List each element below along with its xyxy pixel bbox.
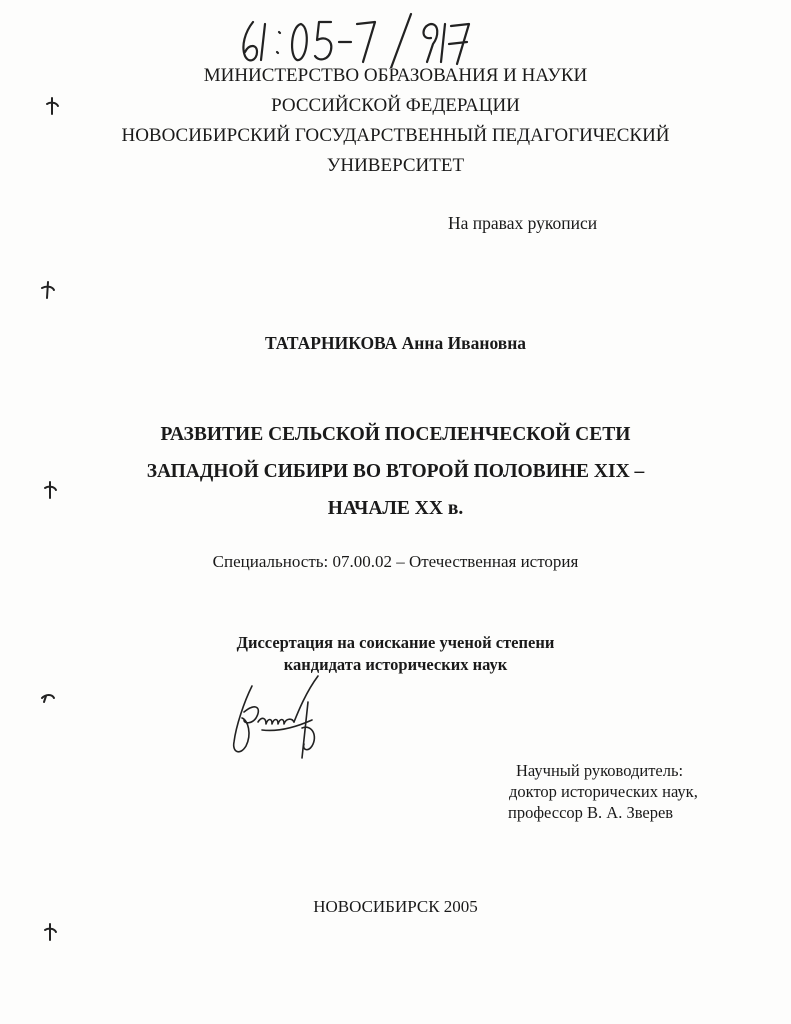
ministry-header [0, 61, 791, 181]
margin-mark-icon [40, 280, 56, 300]
ministry-line-2: РОССИЙСКОЙ ФЕДЕРАЦИИ [271, 95, 520, 116]
manuscript-note: На правах рукописи [448, 213, 598, 233]
advisor-label: Научный руководитель: [516, 761, 684, 780]
title-line-3: НАЧАЛЕ XX в. [327, 498, 464, 519]
city-year: НОВОСИБИРСК 2005 [313, 897, 478, 916]
ministry-line-1: МИНИСТЕРСТВО ОБРАЗОВАНИЯ И НАУКИ [203, 65, 588, 86]
margin-mark-icon [42, 480, 58, 500]
scientific-advisor [506, 760, 698, 823]
advisor-degree: доктор исторических наук, [509, 782, 698, 801]
degree-line-1: Диссертация на соискание ученой степени [236, 633, 555, 652]
university-line-2: УНИВЕРСИТЕТ [326, 155, 465, 176]
specialty: Специальность: 07.00.02 – Отечественная история [212, 552, 579, 571]
degree-statement [0, 632, 791, 676]
degree-line-2: кандидата исторических наук [283, 655, 508, 674]
library-stamp-handwriting [235, 10, 475, 68]
university-line-1: НОВОСИБИРСКИЙ ГОСУДАРСТВЕННЫЙ ПЕДАГОГИЧЕСКИЙ [121, 125, 670, 146]
title-line-2: ЗАПАДНОЙ СИБИРИ ВО ВТОРОЙ ПОЛОВИНЕ XIX – [146, 461, 645, 482]
advisor-name: профессор В. А. Зверев [508, 803, 674, 822]
author-signature [222, 672, 332, 764]
margin-mark-icon [42, 922, 58, 942]
title-line-1: РАЗВИТИЕ СЕЛЬСКОЙ ПОСЕЛЕНЧЕСКОЙ СЕТИ [160, 424, 631, 445]
margin-mark-icon [44, 96, 60, 116]
margin-mark-icon [40, 688, 56, 708]
author-name: ТАТАРНИКОВА Анна Ивановна [264, 333, 527, 353]
dissertation-title [0, 416, 791, 527]
